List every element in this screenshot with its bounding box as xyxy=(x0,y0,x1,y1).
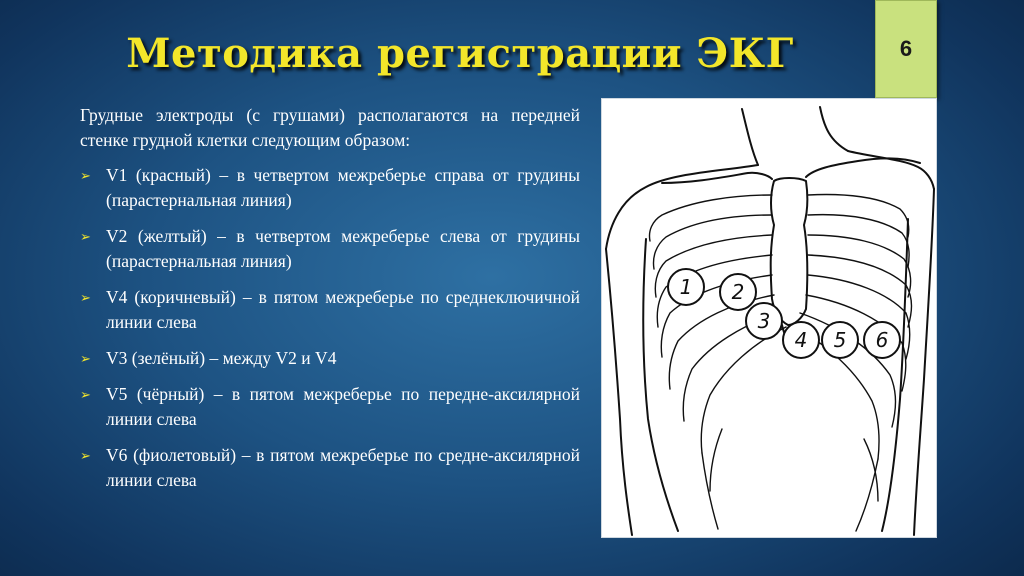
electrode-v3 xyxy=(746,303,782,339)
intro-paragraph: Грудные электроды (с грушами) располагаются на передней стенке грудной клетки следующим образом: xyxy=(80,105,580,150)
arrow-bullet-icon: ➢ xyxy=(80,352,91,367)
arrow-bullet-icon: ➢ xyxy=(80,388,91,403)
list-item: ➢ V3 (зелёный) – между V2 и V4 xyxy=(80,346,580,371)
rib-cage-illustration xyxy=(602,99,936,537)
list-item: ➢ V4 (коричневый) – в пятом межреберье по среднеключичной линии слева xyxy=(80,287,580,332)
arrow-bullet-icon: ➢ xyxy=(80,291,91,306)
svg-text:2: 2 xyxy=(731,280,745,304)
slide-number: 6 xyxy=(875,0,937,98)
electrode-v4 xyxy=(783,322,819,358)
electrode-v2 xyxy=(720,274,756,310)
electrode-list xyxy=(80,163,580,493)
electrode-v1 xyxy=(668,269,704,305)
arrow-bullet-icon: ➢ xyxy=(80,169,91,184)
slide-body xyxy=(80,103,580,504)
slide-title: Методика регистрации ЭКГ xyxy=(126,30,794,77)
list-item: ➢ V5 (чёрный) – в пятом межреберье по передне-аксилярной линии слева xyxy=(80,384,580,429)
svg-text:6: 6 xyxy=(875,328,889,352)
electrode-v6 xyxy=(864,322,900,358)
svg-text:4: 4 xyxy=(794,328,808,352)
svg-text:1: 1 xyxy=(679,275,693,299)
arrow-bullet-icon: ➢ xyxy=(80,230,91,245)
chest-electrode-diagram xyxy=(601,98,937,538)
list-item: ➢ V1 (красный) – в четвертом межреберье справа от грудины (парастернальная линия) xyxy=(80,165,580,210)
svg-text:3: 3 xyxy=(757,309,771,333)
svg-text:5: 5 xyxy=(833,328,847,352)
list-item: ➢ V2 (желтый) – в четвертом межреберье слева от грудины (парастернальная линия) xyxy=(80,226,580,271)
electrode-v5 xyxy=(822,322,858,358)
arrow-bullet-icon: ➢ xyxy=(80,449,91,464)
list-item: ➢ V6 (фиолетовый) – в пятом межреберье по средне-аксилярной линии слева xyxy=(80,445,580,490)
